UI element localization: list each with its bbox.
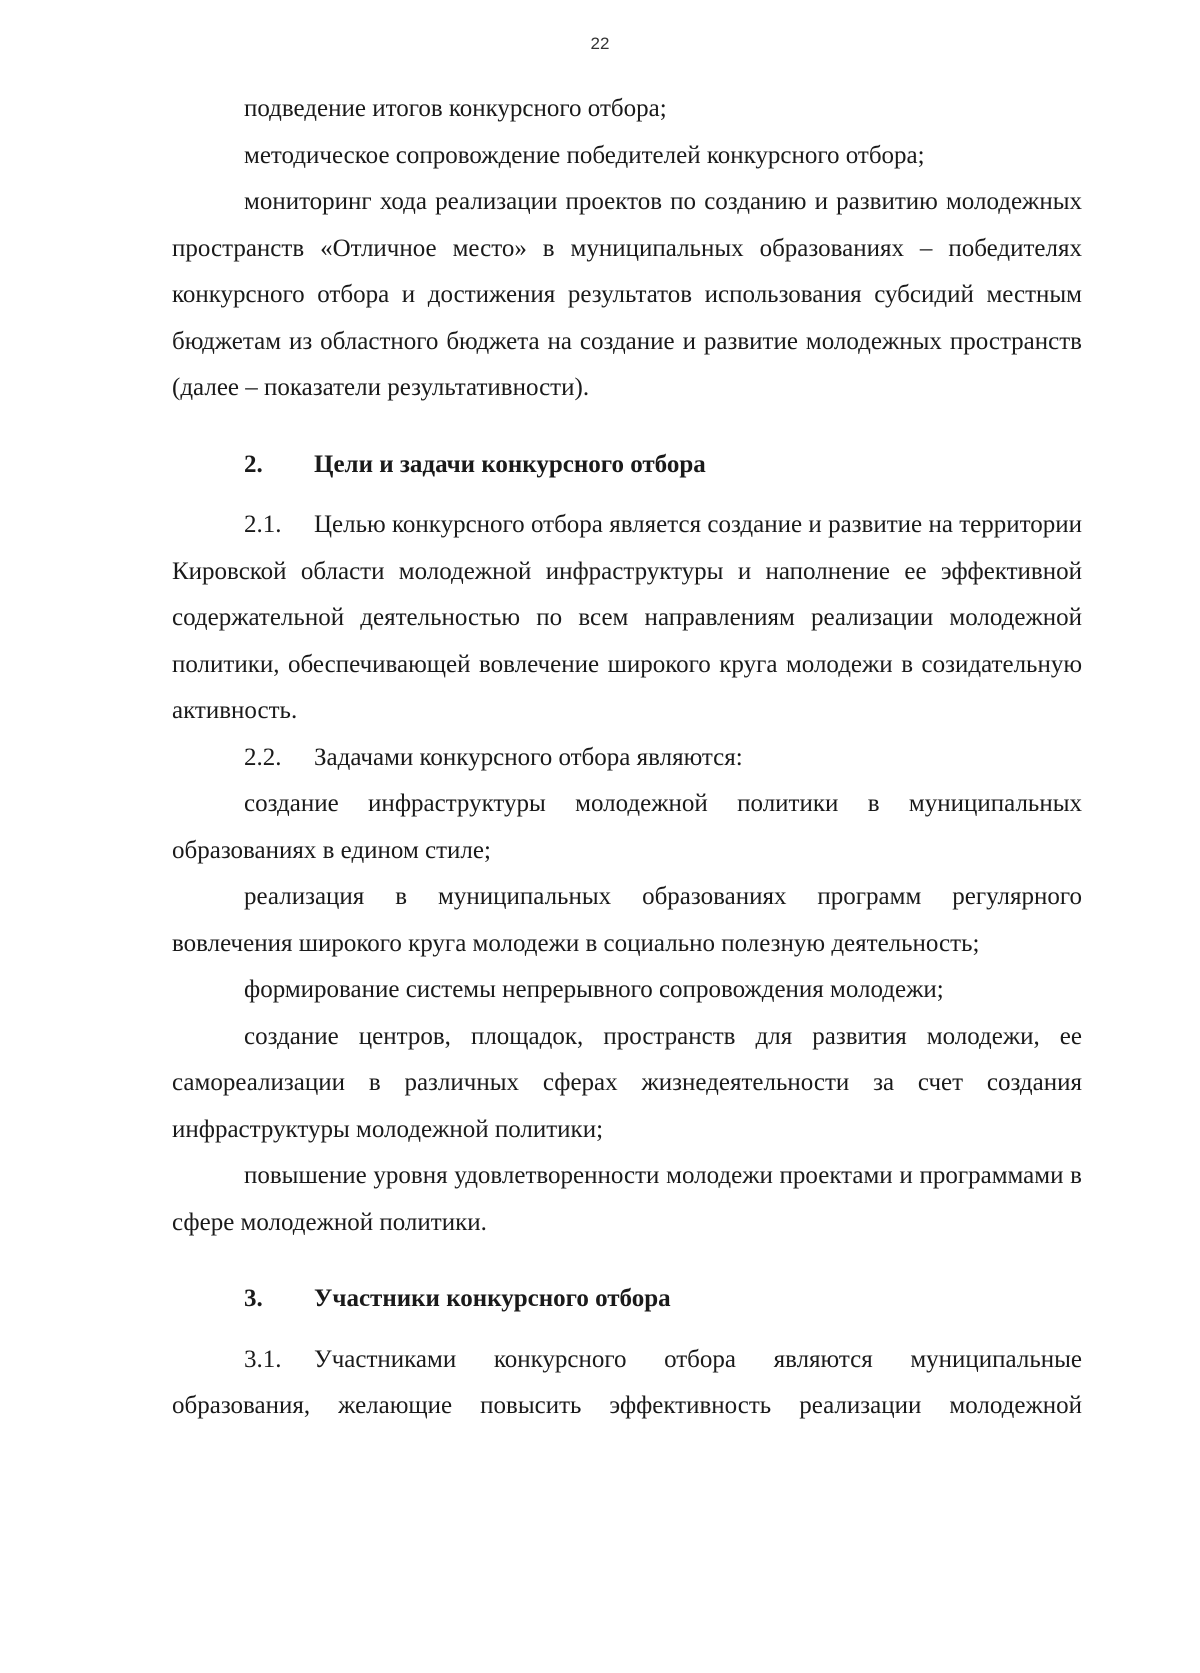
section-number: 2.: [244, 450, 263, 478]
page-number: 22: [590, 34, 610, 53]
task-item: формирование системы непрерывного сопровождения молодежи;: [244, 976, 944, 1003]
task-item: повышение уровня удовлетворенности молодежи проектами и программами в сфере молодежной политики.: [172, 1162, 1082, 1236]
clause-2-2: [172, 735, 1082, 782]
paragraph-summing-up: подведение итогов конкурсного отбора;: [244, 95, 667, 122]
document-body: [172, 86, 1082, 1430]
clause-text: Целью конкурсного отбора является создание и развитие на территории Кировской области молодежной инфраструктуры и наполнение ее эффективной содержательной деятельностью по всем направлениям реализации молодежной политики, обеспечивающей вовлечение широкого круга молодежи в созидательную активность.: [172, 511, 1082, 724]
section-title: Участники конкурсного отбора: [314, 1285, 671, 1312]
task-item: создание центров, площадок, пространств для развития молодежи, ее самореализации в различных сферах жизнедеятельности за счет создания инфраструктуры молодежной политики;: [172, 1022, 1082, 1143]
section-heading-2: [172, 442, 1082, 489]
clause-text: Участниками конкурсного отбора являются муниципальные образования, желающие повысить эффективность реализации молодежной: [172, 1345, 1082, 1419]
paragraph-monitoring: мониторинг хода реализации проектов по созданию и развитию молодежных пространств «Отличное место» в муниципальных образованиях – победителях конкурсного отбора и достижения результатов использования субсидий местным бюджетам из областного бюджета на создание и развитие молодежных пространств (далее – показатели результативности).: [172, 188, 1082, 401]
clause-3-1: [172, 1337, 1082, 1430]
section-title: Цели и задачи конкурсного отбора: [314, 450, 706, 478]
task-item: создание инфраструктуры молодежной политики в муниципальных образованиях в едином стиле;: [172, 790, 1082, 864]
clause-number: 2.2.: [244, 743, 282, 771]
clause-text: Задачами конкурсного отбора являются:: [314, 743, 743, 771]
clause-2-1: [172, 502, 1082, 735]
section-heading-3: [172, 1276, 1082, 1323]
paragraph-methodical-support: методическое сопровождение победителей конкурсного отбора;: [244, 141, 925, 169]
clause-number: 2.1.: [244, 511, 282, 538]
task-item: реализация в муниципальных образованиях программ регулярного вовлечения широкого круга молодежи в социально полезную деятельность;: [172, 883, 1082, 957]
clause-number: 3.1.: [244, 1345, 282, 1373]
section-number: 3.: [244, 1285, 263, 1312]
